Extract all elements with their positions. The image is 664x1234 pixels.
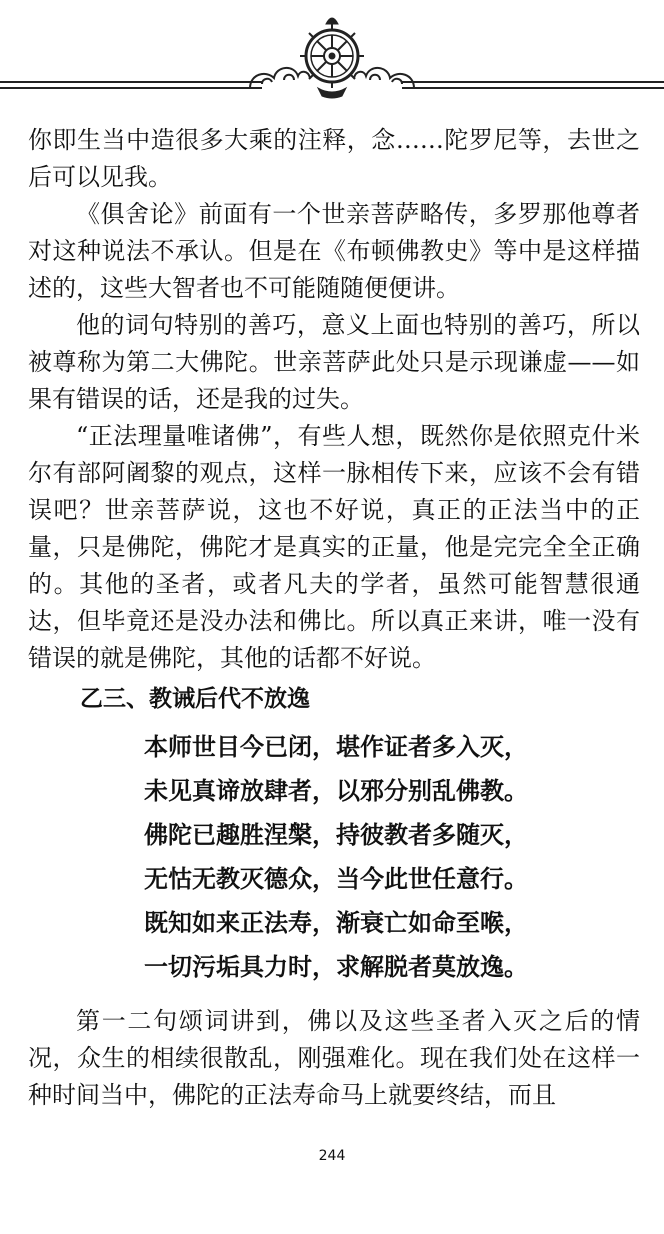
header-rule-left <box>0 82 262 88</box>
page-body <box>28 122 640 1114</box>
verse-line: 既知如来正法寿，渐衰亡如命至喉， <box>144 909 528 937</box>
verse-line: 佛陀已趣胜涅槃，持彼教者多随灭， <box>144 821 528 849</box>
paragraph-3: 他的词句特别的善巧，意义上面也特别的善巧，所以被尊称为第二大佛陀。世亲菩萨此处只是示现谦虚——如果有错误的话，还是我的过失。 <box>28 311 640 413</box>
section-heading: 乙三、教诫后代不放逸 <box>80 685 310 712</box>
verse-line: 本师世目今已闭，堪作证者多入灭， <box>144 733 528 761</box>
verse-line: 一切污垢具力时，求解脱者莫放逸。 <box>144 953 528 981</box>
cloud-scroll-left <box>250 68 310 88</box>
paragraph-2: 《俱舍论》前面有一个世亲菩萨略传，多罗那他尊者对这种说法不承认。但是在《布顿佛教史》等中是这样描述的，这些大智者也不可能随随便便讲。 <box>28 200 640 302</box>
page-number: 244 <box>318 1148 346 1164</box>
verse-line: 未见真谛放肆者，以邪分别乱佛教。 <box>144 777 528 805</box>
header-rule-right <box>402 82 664 88</box>
dharma-wheel-header-ornament <box>0 0 664 110</box>
paragraph-commentary: 第一二句颂词讲到，佛以及这些圣者入灭之后的情况，众生的相续很散乱，刚强难化。现在我们处在这样一种时间当中，佛陀的正法寿命马上就要终结，而且 <box>28 1007 640 1109</box>
dharma-wheel-icon <box>300 18 364 98</box>
paragraph-4: “正法理量唯诸佛”，有些人想，既然你是依照克什米尔有部阿阇黎的观点，这样一脉相传下来，应该不会有错误吧？世亲菩萨说，这也不好说，真正的正法当中的正量，只是佛陀，佛陀才是真实的正量，他是完完全全正确的。其他的圣者，或者凡夫的学者，虽然可能智慧很通达，但毕竟还是没办法和佛比。所以真正来讲，唯一没有错误的就是佛陀，其他的话都不好说。 <box>28 422 640 672</box>
verse-block <box>144 725 640 989</box>
verse-line: 无怙无教灭德众，当今此世任意行。 <box>144 865 528 893</box>
cloud-scroll-right <box>354 68 414 88</box>
paragraph-1: 你即生当中造很多大乘的注释，念……陀罗尼等，去世之后可以见我。 <box>28 126 640 191</box>
